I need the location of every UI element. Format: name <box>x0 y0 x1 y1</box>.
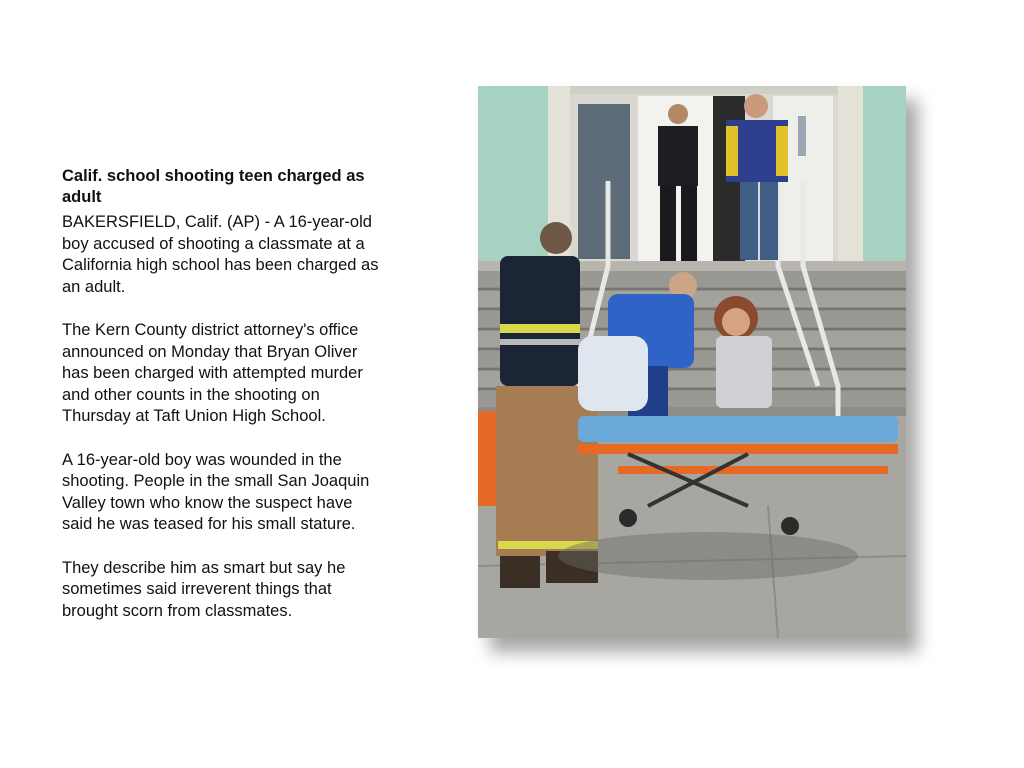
article-paragraph-2: The Kern County district attorney's office announced on Monday that Bryan Oliver has been charged with attempted murder and other counts in the shooting on Thursday at Taft Union High School. <box>62 320 363 426</box>
article-paragraph-3: A 16-year-old boy was wounded in the shooting. People in the small San Joaquin Valley town who know the suspect have said he was teased for his small stature. <box>62 450 370 534</box>
article-paragraph-1: BAKERSFIELD, Calif. (AP) - A 16-year-old boy accused of shooting a classmate at a California high school has been charged as an adult. <box>62 213 379 296</box>
news-photo <box>478 86 906 638</box>
news-photo-illustration <box>478 86 906 638</box>
article-text <box>62 166 380 644</box>
article-paragraph-4: They describe him as smart but say he sometimes said irreverent things that brought scorn from classmates. <box>62 558 346 620</box>
article-headline: Calif. school shooting teen charged as adult <box>62 167 365 206</box>
article-body <box>62 212 380 622</box>
